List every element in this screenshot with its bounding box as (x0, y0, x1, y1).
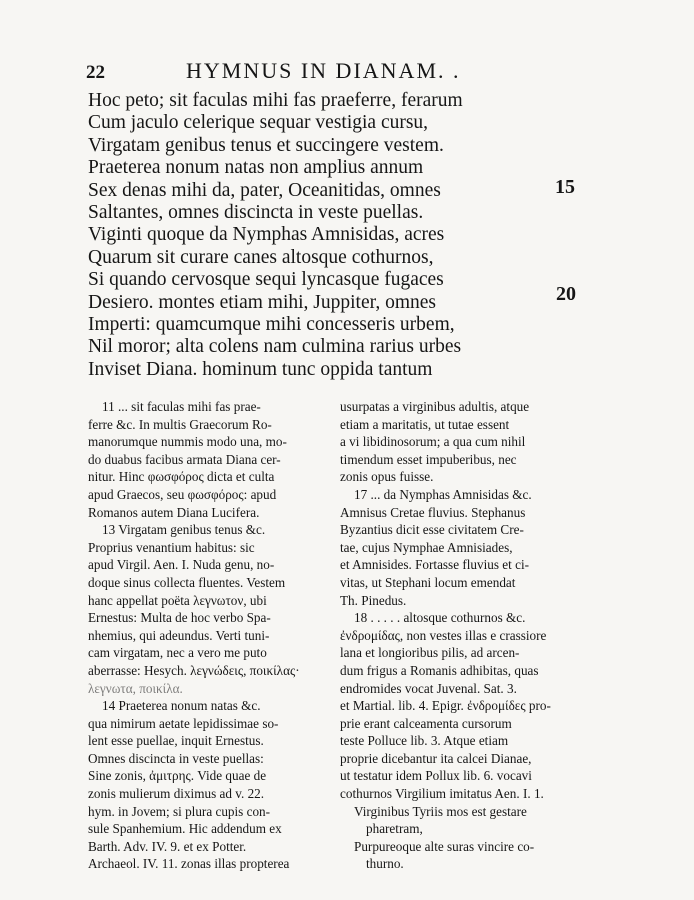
note-line: pharetram, (366, 821, 423, 837)
note-line: apud Virgil. Aen. I. Nuda genu, no- (88, 557, 275, 573)
note-line: endromides vocat Juvenal. Sat. 3. (340, 680, 517, 696)
poem-line: Praeterea nonum natas non amplius annum (88, 157, 424, 179)
note-line: hym. in Jovem; si plura cupis con- (88, 803, 271, 819)
running-title: HYMNUS IN DIANAM. . (186, 58, 461, 83)
poem-line: Sex denas mihi da, pater, Oceanitidas, omnes (88, 179, 441, 201)
note-line: Omnes discincta in veste puellas: (88, 750, 264, 766)
note-line: Amnisus Cretae fluvius. Stephanus (340, 504, 526, 520)
note-line: sule Spanhemium. Hic addendum ex (88, 821, 282, 837)
verse-number-15: 15 (555, 176, 575, 198)
poem-line: Si quando cervosque sequi lyncasque fugaces (88, 269, 444, 291)
verse-number-20: 20 (556, 283, 576, 305)
poem-line: Quarum sit curare canes altosque cothurnos, (88, 246, 434, 268)
poem-line: Hoc peto; sit faculas mihi fas praeferre, ferarum (88, 90, 463, 111)
note-line: manorumque nummis modo una, mo- (88, 434, 287, 450)
note-line: cothurnos Virgilium imitatus Aen. I. 1. (340, 786, 544, 802)
note-line: qua nimirum aetate lepidissimae so- (88, 715, 279, 731)
note-line: Virginibus Tyriis mos est gestare (354, 803, 527, 819)
note-line: 14 Praeterea nonum natas &c. (102, 698, 261, 714)
note-line: Ernestus: Multa de hoc verbo Spa- (88, 610, 271, 626)
note-line: apud Graecos, seu φωσφόρος: apud (88, 486, 277, 502)
note-line: Archaeol. IV. 11. zonas illas propterea (88, 856, 290, 872)
note-line: nhemius, qui adeundus. Verti tuni- (88, 627, 270, 643)
note-line: aberrasse: Hesych. λεγνώδεις, ποικίλας· (88, 662, 300, 678)
note-line: Purpureoque alte suras vincire co- (354, 838, 535, 854)
note-line: 17 ... da Nymphas Amnisidas &c. (354, 486, 532, 502)
note-line: et Martial. lib. 4. Epigr. ἐνδρομίδες pro- (340, 698, 551, 714)
note-line: do duabus facibus armata Diana cer- (88, 451, 281, 467)
poem-line: Nil moror; alta colens nam culmina rarius urbes (88, 336, 462, 358)
note-line: proprie dicebantur ita calcei Dianae, (340, 750, 532, 766)
note-line: Sine zonis, ἀμιτρης. Vide quae de (88, 768, 267, 784)
note-line: lent esse puellae, inquit Ernestus. (88, 733, 264, 749)
poem-line: Imperti: quamcumque mihi concesseris urbem, (88, 313, 455, 335)
note-line: zonis mulierum diximus ad v. 22. (88, 786, 265, 802)
note-line: Proprius venantium habitus: sic (88, 539, 255, 555)
note-line: Th. Pinedus. (340, 592, 407, 608)
note-line: Barth. Adv. IV. 9. et ex Potter. (88, 838, 247, 854)
note-line: lana et longioribus pilis, ad arcen- (340, 645, 520, 661)
note-line: et Amnisides. Fortasse fluvius et ci- (340, 557, 529, 573)
poem-line: Desiero. montes etiam mihi, Juppiter, omnes (88, 291, 436, 313)
note-line: 11 ... sit faculas mihi fas prae- (102, 399, 261, 414)
poem-block (88, 90, 528, 381)
note-line: thurno. (366, 856, 404, 872)
poem-line: Saltantes, omnes discincta in veste puellas. (88, 201, 424, 223)
note-line: Romanos autem Diana Lucifera. (88, 504, 260, 520)
note-line: etiam a maritatis, ut tutae essent (340, 416, 510, 432)
note-line: prie erant calceamenta cursorum (340, 715, 512, 731)
note-line: hanc appellat poëta λεγνωτον, ubi (88, 592, 267, 608)
poem-line: Cum jaculo celerique sequar vestigia cursu, (88, 112, 429, 134)
note-line: teste Polluce lib. 3. Atque etiam (340, 733, 509, 749)
page-number: 22 (86, 62, 105, 83)
notes-left-column (88, 398, 334, 873)
note-line: usurpatas a virginibus adultis, atque (340, 399, 530, 414)
note-line: timendum esset impuberibus, nec (340, 451, 517, 467)
note-line: ut testatur idem Pollux lib. 6. vocavi (340, 768, 532, 784)
note-line: Byzantius dicit esse civitatem Cre- (340, 522, 524, 538)
note-line: 18 . . . . . altosque cothurnos &c. (354, 610, 526, 626)
note-line: λεγνωτα, ποικίλα. (88, 680, 183, 696)
note-line: nitur. Hinc φωσφόρος dicta et culta (88, 469, 275, 485)
note-line: tae, cujus Nymphae Amnisiades, (340, 539, 513, 555)
poem-line: Virgatam genibus tenus et succingere vestem. (88, 134, 444, 156)
note-line: 13 Virgatam genibus tenus &c. (102, 522, 266, 538)
note-line: vitas, ut Stephani locum emendat (340, 574, 516, 590)
poem-line: Viginti quoque da Nymphas Amnisidas, acres (88, 224, 445, 246)
note-line: dum frigus a Romanis adhibitas, quas (340, 662, 539, 678)
note-line: ferre &c. In multis Graecorum Ro- (88, 416, 272, 432)
note-line: cam virgatam, nec a vero me puto (88, 645, 267, 661)
notes-right-column (340, 398, 608, 873)
note-line: zonis opus fuisse. (340, 469, 434, 485)
poem-line: Inviset Diana. hominum tunc oppida tantum (88, 358, 433, 380)
note-line: ἐνδρομίδας, non vestes illas e crassiore (340, 627, 547, 643)
note-line: a vi libidinosorum; a qua cum nihil (340, 434, 526, 450)
note-line: doque sinus collecta fluentes. Vestem (88, 574, 286, 590)
